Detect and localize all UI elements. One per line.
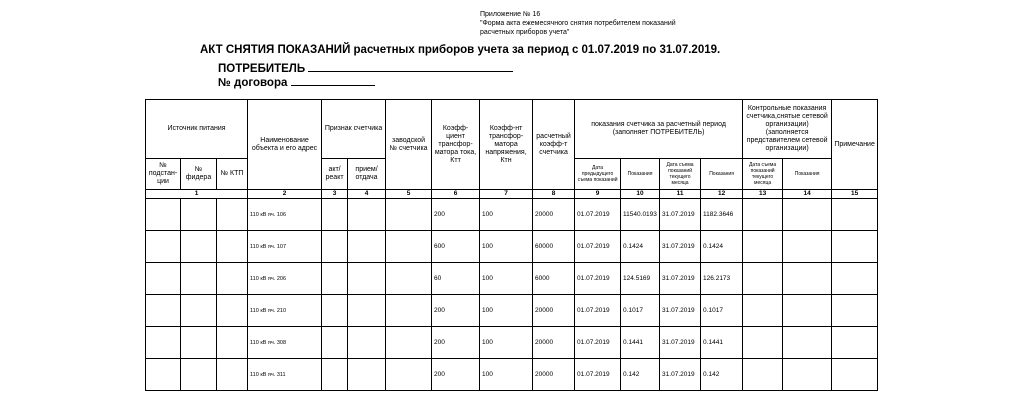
object-name-header: Наименование объекта и его адрес: [248, 100, 322, 190]
ktn-cell: 100: [480, 263, 533, 295]
control-readings-header: Контрольные показания счетчика,снятые сетевой организации) (заполняется представителем сетевой организации): [743, 100, 832, 159]
cur-reading-cell: 0.1441: [701, 327, 743, 359]
cur-date-cell: 31.07.2019: [660, 359, 701, 391]
object-name-cell: 110 кВ яч. 308: [248, 327, 322, 359]
substation-header: № подстан-ции: [146, 159, 181, 190]
readings-header: показания счетчика за расчетный период (заполняет ПОТРЕБИТЕЛЬ): [575, 100, 743, 159]
meter-sign-header: Признак счетчика: [322, 100, 386, 159]
column-number: 1: [146, 190, 248, 199]
feeder-header: № фидера: [181, 159, 217, 190]
appendix-note: [480, 10, 740, 37]
ktt-cell: 60: [432, 263, 480, 295]
ktt-cell: 200: [432, 295, 480, 327]
consumer-label: ПОТРЕБИТЕЛЬ: [218, 63, 306, 75]
prev-date-cell: 01.07.2019: [575, 263, 621, 295]
object-name-cell: 110 кВ яч. 311: [248, 359, 322, 391]
ktn-cell: 100: [480, 327, 533, 359]
receive-send-header: прием/ отдача: [348, 159, 386, 190]
prev-date-cell: 01.07.2019: [575, 231, 621, 263]
prev-date-cell: 01.07.2019: [575, 199, 621, 231]
coef-cell: 20000: [533, 359, 575, 391]
column-number: 13: [743, 190, 783, 199]
appendix-number: Приложение № 16: [480, 11, 541, 18]
prev-reading-cell: 11540.0193: [621, 199, 660, 231]
prev-date-cell: 01.07.2019: [575, 359, 621, 391]
note-header: Примечание: [832, 100, 878, 190]
ktt-cell: 200: [432, 327, 480, 359]
column-number: 12: [701, 190, 743, 199]
table-row: [146, 327, 878, 359]
column-number: 8: [533, 190, 575, 199]
consumer-field: [218, 60, 513, 75]
table-row: [146, 199, 878, 231]
table-row: [146, 231, 878, 263]
table-row: [146, 359, 878, 391]
readings-table: [145, 99, 878, 391]
column-number: 5: [386, 190, 432, 199]
contract-blank-line: [291, 74, 375, 86]
ktn-cell: 100: [480, 359, 533, 391]
cur-date-cell: 31.07.2019: [660, 295, 701, 327]
prev-reading-cell: 0.1424: [621, 231, 660, 263]
prev-reading-cell: 124.5169: [621, 263, 660, 295]
serial-number-header: заводской № счетчика: [386, 100, 432, 190]
contract-field: [218, 74, 375, 89]
prev-reading-cell: 0.142: [621, 359, 660, 391]
column-number: 2: [248, 190, 322, 199]
column-number: 15: [832, 190, 878, 199]
ktn-header: Коэфф-нт трансфор-матора напряжения, Ктн: [480, 100, 533, 190]
cur-reading-header: Показания: [701, 159, 743, 190]
coef-cell: 60000: [533, 231, 575, 263]
prev-reading-cell: 0.1441: [621, 327, 660, 359]
table-row: [146, 263, 878, 295]
ktn-cell: 100: [480, 199, 533, 231]
cur-date-cell: 31.07.2019: [660, 263, 701, 295]
column-number: 11: [660, 190, 701, 199]
coef-cell: 20000: [533, 295, 575, 327]
object-name-cell: 110 кВ яч. 206: [248, 263, 322, 295]
ctrl-reading-header: Показания: [783, 159, 832, 190]
prev-date-header: Дата предыдущего съема показаний: [575, 159, 621, 190]
object-name-cell: 110 кВ яч. 210: [248, 295, 322, 327]
cur-date-cell: 31.07.2019: [660, 199, 701, 231]
coef-cell: 6000: [533, 263, 575, 295]
table-row: [146, 295, 878, 327]
ktt-cell: 600: [432, 231, 480, 263]
appendix-form-line: расчетных приборов учета": [480, 29, 570, 36]
cur-date-header: Дата съема показаний текущего месяца: [660, 159, 701, 190]
column-number: 3: [322, 190, 348, 199]
column-number: 4: [348, 190, 386, 199]
ctrl-date-header: Дата съема показаний текущего месяца: [743, 159, 783, 190]
ktt-cell: 200: [432, 199, 480, 231]
cur-reading-cell: 126.2173: [701, 263, 743, 295]
consumer-blank-line: [308, 60, 513, 72]
prev-reading-cell: 0.1017: [621, 295, 660, 327]
column-number: 14: [783, 190, 832, 199]
cur-reading-cell: 1182.3646: [701, 199, 743, 231]
cur-reading-cell: 0.1017: [701, 295, 743, 327]
cur-date-cell: 31.07.2019: [660, 231, 701, 263]
cur-reading-cell: 0.142: [701, 359, 743, 391]
prev-reading-header: Показания: [621, 159, 660, 190]
ktt-cell: 200: [432, 359, 480, 391]
cur-reading-cell: 0.1424: [701, 231, 743, 263]
column-number: 7: [480, 190, 533, 199]
ktn-cell: 100: [480, 231, 533, 263]
column-number: 6: [432, 190, 480, 199]
prev-date-cell: 01.07.2019: [575, 327, 621, 359]
cur-date-cell: 31.07.2019: [660, 327, 701, 359]
column-number: 10: [621, 190, 660, 199]
coef-cell: 20000: [533, 327, 575, 359]
prev-date-cell: 01.07.2019: [575, 295, 621, 327]
contract-label: № договора: [218, 77, 288, 89]
appendix-form-line: "Форма акта ежемесячного снятия потребителем показаний: [480, 20, 676, 27]
column-number: 9: [575, 190, 621, 199]
coef-cell: 20000: [533, 199, 575, 231]
ktn-cell: 100: [480, 295, 533, 327]
document-title: АКТ СНЯТИЯ ПОКАЗАНИЙ расчетных приборов учета за период с 01.07.2019 по 31.07.2019.: [200, 44, 721, 56]
ktp-header: № КТП: [217, 159, 248, 190]
calc-coef-header: расчетный коэфф-т счетчика: [533, 100, 575, 190]
ktt-header: Коэфф-циент трансфор-матора тока, Ктт: [432, 100, 480, 190]
object-name-cell: 110 кВ яч. 107: [248, 231, 322, 263]
active-reactive-header: акт/ реакт: [322, 159, 348, 190]
source-header: Источник питания: [146, 100, 248, 159]
object-name-cell: 110 кВ яч. 106: [248, 199, 322, 231]
